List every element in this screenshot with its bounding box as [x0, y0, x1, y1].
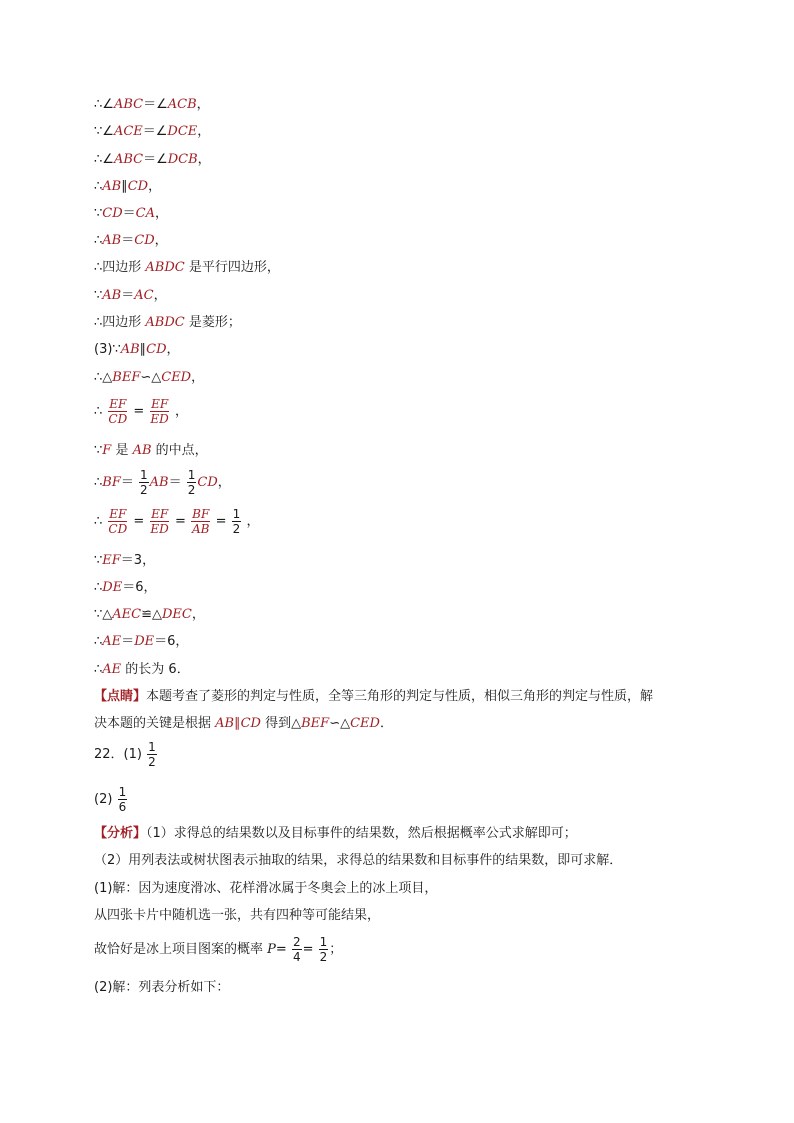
solution-line-3: 故恰好是冰上项目图案的概率 P= $\frac{2}{4}$ = $\frac{1}{2}$ ； [94, 935, 343, 964]
comment-line-1: 【点睛】本题考查了菱形的判定与性质，全等三角形的判定与性质，相似三角形的判定与性质，解 [94, 689, 654, 704]
ratio-line-1: ∴ $\frac{EF}{CD}$ = $\frac{EF}{ED}$ ， [94, 397, 188, 426]
proof-line-9: ∴四边形 ABDC 是菱形； [94, 315, 241, 330]
proof-line-10: (3)∵AB∥CD， [94, 342, 180, 357]
fraction: $\frac{EF}{CD}$ [108, 507, 128, 536]
proof-line-4: ∴AB∥CD， [94, 179, 162, 194]
solution-line-1: (1)解：因为速度滑冰、花样滑冰属于冬奥会上的冰上项目， [94, 881, 438, 896]
fraction: $\frac{1}{2}$ [319, 935, 328, 964]
midpoint-line: ∵F 是 AB 的中点， [94, 443, 208, 458]
proof-line-2: ∵∠ACE＝∠DCE， [94, 124, 211, 139]
bf-line: ∴BF＝ $\frac{1}{2}$ AB＝ $\frac{1}{2}$ CD， [94, 468, 231, 497]
fraction: $\frac{EF}{ED}$ [150, 507, 169, 536]
fraction: $\frac{1}{2}$ [187, 468, 196, 497]
fraction: $\frac{1}{2}$ [148, 740, 156, 769]
analysis-line-1: 【分析】（1）求得总的结果数以及目标事件的结果数，然后根据概率公式求解即可； [94, 826, 577, 841]
q22-answer-1: 22．(1) $\frac{1}{2}$ [94, 740, 156, 769]
q22-answer-2: (2) $\frac{1}{6}$ [94, 785, 127, 814]
proof-line-ae: ∴AE＝DE＝6， [94, 634, 189, 649]
fraction: $\frac{EF}{ED}$ [150, 397, 169, 426]
proof-line-11: ∴△BEF∽△CED， [94, 370, 205, 385]
comment-line-2: 决本题的关键是根据 AB∥CD 得到△BEF∽△CED． [94, 716, 393, 731]
proof-line-ef: ∵EF＝3， [94, 553, 156, 568]
solution-line-2: 从四张卡片中随机选一张，共有四种等可能结果， [94, 908, 381, 923]
proof-line-5: ∵CD＝CA， [94, 206, 169, 221]
proof-line-congruent: ∵△AEC≌△DEC， [94, 607, 205, 622]
ratio-line-2: ∴ $\frac{EF}{CD}$ = $\frac{EF}{ED}$ = $\frac{BF}{AB}$ = $\frac{1}{2}$ ， [94, 507, 260, 536]
proof-line-6: ∴AB＝CD， [94, 233, 168, 248]
fraction: $\frac{2}{4}$ [292, 935, 301, 964]
proof-line-8: ∵AB＝AC， [94, 288, 167, 303]
proof-line-1: ∴∠ABC＝∠ACB， [94, 97, 210, 112]
solution-line-4: (2)解：列表分析如下： [94, 980, 230, 995]
analysis-line-2: （2）用列表法或树状图表示抽取的结果，求得总的结果数和目标事件的结果数，即可求解． [94, 853, 623, 868]
fraction: $\frac{1}{2}$ [140, 468, 148, 497]
proof-line-3: ∴∠ABC＝∠DCB， [94, 152, 211, 167]
fraction: $\frac{BF}{AB}$ [192, 507, 210, 536]
proof-line-conclusion: ∴AE 的长为 6． [94, 662, 190, 677]
fraction: $\frac{EF}{CD}$ [108, 397, 128, 426]
proof-line-de: ∴DE＝6， [94, 580, 157, 595]
proof-line-7: ∴四边形 ABDC 是平行四边形， [94, 260, 280, 275]
fraction: $\frac{1}{6}$ [118, 785, 127, 814]
fraction: $\frac{1}{2}$ [232, 507, 241, 536]
